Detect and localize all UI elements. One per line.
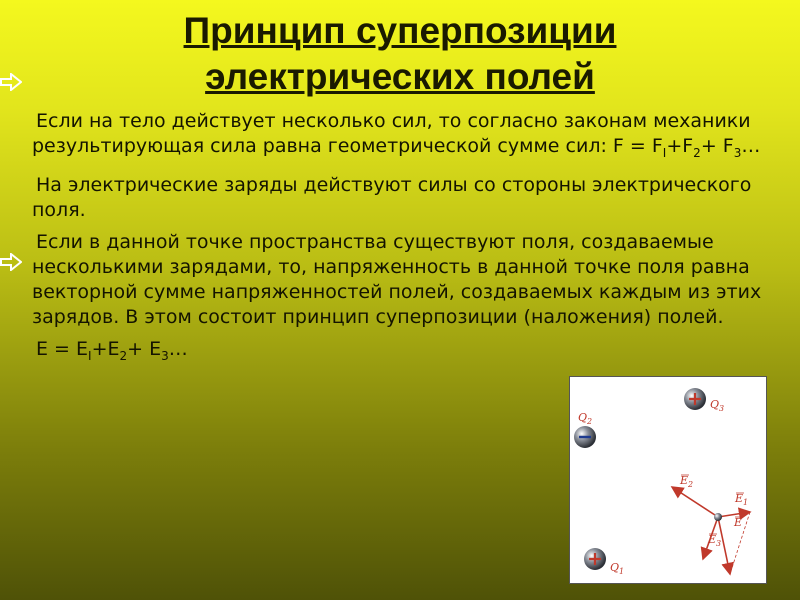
subscript: 3 <box>733 145 742 160</box>
para1-text: +F <box>666 135 694 157</box>
charge-q2 <box>574 426 596 448</box>
label-q1: $Q_1$ <box>610 561 625 576</box>
title-line-1: Принцип суперпозиции <box>183 10 617 51</box>
vector-e2 <box>672 487 718 517</box>
superposition-figure <box>569 376 767 584</box>
label-e2: $E_2$ <box>680 474 694 489</box>
slide-title <box>0 8 800 100</box>
label-e1: $E_1$ <box>735 492 749 507</box>
label-e: E <box>734 516 743 529</box>
bullet-arrow-icon <box>0 253 22 271</box>
subscript: I <box>662 145 667 160</box>
formula-text: +E <box>91 337 120 360</box>
charge-q3 <box>684 388 706 410</box>
subscript: 3 <box>161 348 169 363</box>
field-diagram <box>570 377 766 583</box>
para1-text: Если на тело действует несколько сил, то согласно законам механики результирующая сила равна геометрической сумме сил: F = F <box>32 110 751 157</box>
bullet-arrow-icon <box>0 73 22 91</box>
formula-text: E = E <box>36 337 89 360</box>
para1-text: … <box>741 135 761 157</box>
body-text <box>32 109 772 369</box>
subscript: 2 <box>119 348 128 363</box>
label-q2: $Q_2$ <box>578 411 593 426</box>
subscript: I <box>88 348 92 363</box>
paragraph-charges: На электрические заряды действуют силы со стороны электрического поля. <box>32 173 752 221</box>
field-point <box>714 513 722 521</box>
label-e3: $E_3$ <box>708 533 722 548</box>
label-q3: $Q_3$ <box>710 398 725 413</box>
paragraph-superposition: Если в данной точке пространства существуют поля, создаваемые несколькими зарядами, то, напряженность в данной точке поля равна векторной сумме напряженностей полей, создаваемых каждым из этих зарядов. В этом состоит принцип суперпозиции (наложения) полей. <box>32 230 762 328</box>
formula-text: + E <box>127 337 162 360</box>
subscript: 2 <box>693 145 701 160</box>
formula-text: … <box>168 337 188 360</box>
paragraph-forces <box>32 109 772 166</box>
para1-text: + F <box>700 135 734 157</box>
title-line-2: электрических полей <box>205 56 595 97</box>
formula <box>32 337 772 369</box>
charge-q1 <box>584 548 606 570</box>
